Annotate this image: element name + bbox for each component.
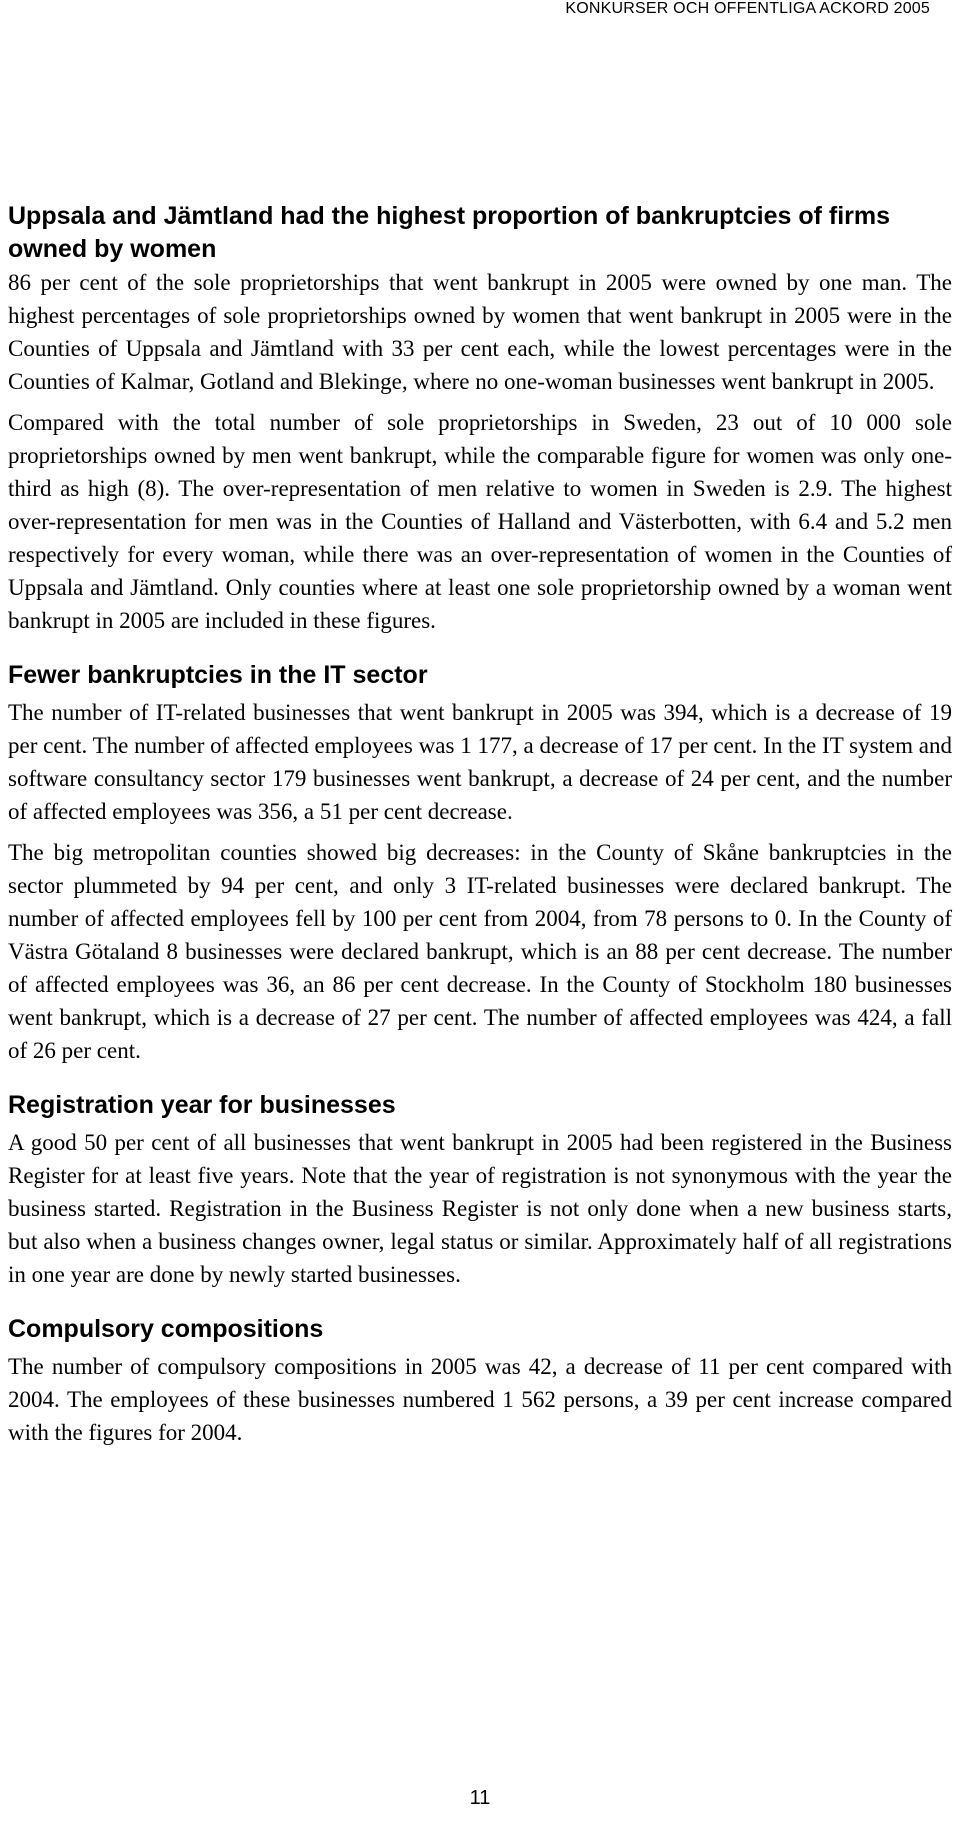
paragraph: The number of compulsory compositions in 2005 was 42, a decrease of 11 per cent compared with 2004. The employees of these businesses numbered 1 562 persons, a 39 per cent increase compared with the figures for 2004. <box>8 1354 952 1445</box>
section-heading: Uppsala and Jämtland had the highest proportion of bankruptcies of firms owned by women <box>8 202 891 263</box>
paragraph: The number of IT-related businesses that went bankrupt in 2005 was 394, which is a decrease of 19 per cent. The number of affected employees was 1 177, a decrease of 17 per cent. In the IT system and software consultancy sector 179 businesses went bankrupt, a decrease of 24 per cent, and the number of affected employees was 356, a 51 per cent decrease. <box>8 700 952 824</box>
paragraph: 86 per cent of the sole proprietorships that went bankrupt in 2005 were owned by one man. The highest percentages of sole proprietorships owned by women that went bankrupt in 2005 were in the Counties of Uppsala and Jämtland with 33 per cent each, while the lowest percentages were in the Counties of Kalmar, Gotland and Blekinge, where no one-woman businesses went bankrupt in 2005. <box>8 270 952 394</box>
section-compulsory-compositions <box>8 1313 952 1449</box>
section-heading: Fewer bankruptcies in the IT sector <box>8 661 428 689</box>
section-heading: Compulsory compositions <box>8 1315 324 1343</box>
paragraph: A good 50 per cent of all businesses that went bankrupt in 2005 had been registered in the Business Register for at least five years. Note that the year of registration is not synonymous with the year the business started. Registration in the Business Register is not only done when a new business starts, but also when a business changes owner, legal status or similar. Approximately half of all registrations in one year are done by newly started businesses. <box>8 1130 952 1287</box>
running-header: KONKURSER OCH OFFENTLIGA ACKORD 2005 <box>565 0 930 17</box>
section-registration-year <box>8 1089 952 1291</box>
section-women-bankruptcies <box>8 200 952 637</box>
section-it-sector <box>8 659 952 1067</box>
paragraph: Compared with the total number of sole proprietorships in Sweden, 23 out of 10 000 sole proprietorships owned by men went bankrupt, while the comparable figure for women was only one-third as high (8). The over-representation of men relative to women in Sweden is 2.9. The highest over-representation for men was in the Counties of Halland and Västerbotten, with 6.4 and 5.2 men respectively for every woman, while there was an over-representation of women in the Counties of Uppsala and Jämtland. Only counties where at least one sole proprietorship owned by a woman went bankrupt in 2005 are included in these figures. <box>8 410 952 633</box>
paragraph: The big metropolitan counties showed big decreases: in the County of Skåne bankruptcies in the sector plummeted by 94 per cent, and only 3 IT-related businesses were declared bankrupt. The number of affected employees fell by 100 per cent from 2004, from 78 persons to 0. In the County of Västra Götaland 8 businesses were declared bankrupt, which is an 88 per cent decrease. The number of affected employees was 36, an 86 per cent decrease. In the County of Stockholm 180 businesses went bankrupt, which is a decrease of 27 per cent. The number of affected employees was 424, a fall of 26 per cent. <box>8 840 952 1063</box>
document-body <box>8 200 952 1449</box>
page-number: 11 <box>469 1787 491 1809</box>
section-heading: Registration year for businesses <box>8 1091 396 1119</box>
